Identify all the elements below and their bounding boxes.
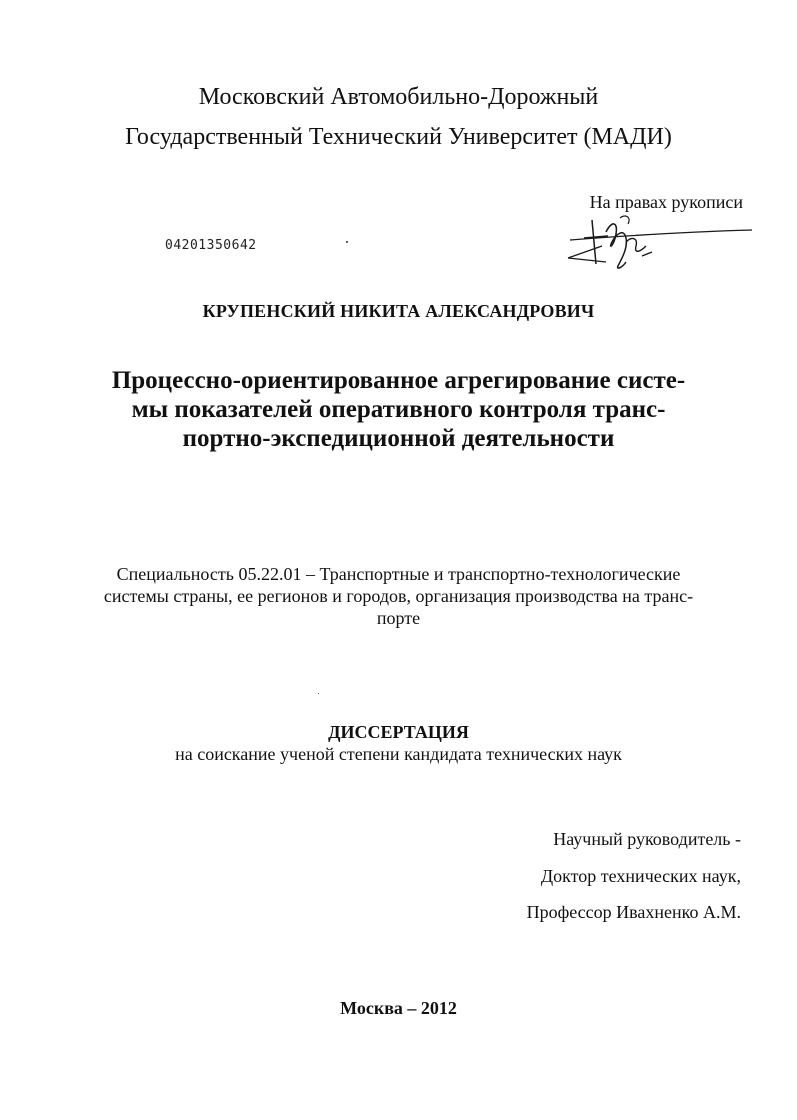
scan-speck <box>346 241 348 243</box>
university-name-line2: Государственный Технический Университет (МАДИ) <box>125 124 672 150</box>
signature-image <box>562 212 754 274</box>
scan-speck <box>318 693 319 694</box>
author-name: КРУПЕНСКИЙ НИКИТА АЛЕКСАНДРОВИЧ <box>202 301 595 321</box>
university-name-line1: Московский Автомобильно-Дорожный <box>198 84 599 110</box>
specialty-line: порте <box>376 608 421 628</box>
rights-note: На правах рукописи <box>589 192 743 212</box>
dissertation-title <box>0 366 797 453</box>
supervisor-name: Профессор Ивахненко А.М. <box>526 902 741 922</box>
supervisor-label: Научный руководитель - <box>553 829 741 849</box>
barcode-number: 04201350642 <box>165 238 257 253</box>
dissertation-subtitle: на соискание ученой степени кандидата технических наук <box>175 744 622 764</box>
city-year: Москва – 2012 <box>340 998 457 1018</box>
title-line: мы показателей оперативного контроля транс- <box>131 396 666 423</box>
specialty-block <box>0 563 797 629</box>
specialty-line: системы страны, ее регионов и городов, организация производства на транс- <box>103 586 694 606</box>
title-line: портно-экспедиционной деятельности <box>182 425 615 452</box>
dissertation-heading: ДИССЕРТАЦИЯ <box>328 722 469 742</box>
title-line: Процессно-ориентированное агрегирование систе- <box>111 367 686 394</box>
supervisor-degree: Доктор технических наук, <box>540 866 741 886</box>
specialty-line: Специальность 05.22.01 – Транспортные и транспортно-технологические <box>116 564 681 584</box>
